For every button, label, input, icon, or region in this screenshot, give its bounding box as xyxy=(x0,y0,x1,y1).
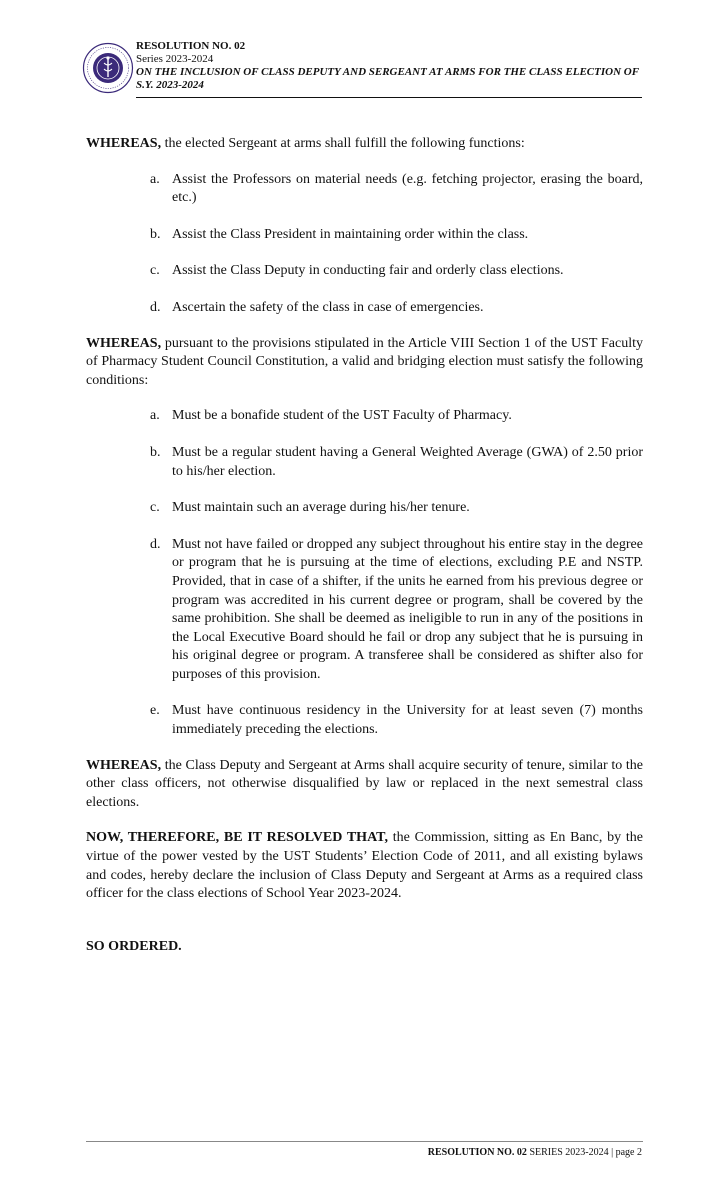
closing-statement: SO ORDERED. xyxy=(86,938,182,954)
list-item xyxy=(86,262,643,281)
resolution-title-line-2: S.Y. 2023-2024 xyxy=(136,79,204,91)
resolved-text: the Commission, sitting as En Banc, by the virtue of the power vested by the UST Students’ Election Code of 2011, and all existing bylaws and codes, hereby declare the inclusion of Class Deputy and Sergeant at Arms as a required class officer for the class elections of School Year 2023-2024. xyxy=(86,830,643,902)
whereas-text: the elected Sergeant at arms shall fulfill the following functions: xyxy=(161,136,525,151)
list-item-text: Assist the Professors on material needs (e.g. fetching projector, erasing the board, etc.) xyxy=(172,171,643,206)
header-divider xyxy=(136,97,642,98)
list-item-text: Assist the Class Deputy in conducting fair and orderly class elections. xyxy=(172,263,564,279)
list-marker: b. xyxy=(150,444,161,460)
resolution-clause xyxy=(86,829,643,903)
whereas-text: pursuant to the provisions stipulated in the Article VIII Section 1 of the UST Faculty of Pharmacy Student Council Constitution, a valid and bridging election must satisfy the following conditions: xyxy=(86,335,643,388)
header-text-block xyxy=(136,40,642,92)
footer-resolution: RESOLUTION NO. 02 xyxy=(427,1147,527,1158)
election-conditions-list xyxy=(86,407,643,739)
list-marker: b. xyxy=(150,226,161,242)
list-marker: a. xyxy=(150,171,160,187)
resolved-lead: NOW, THEREFORE, BE IT RESOLVED THAT, xyxy=(86,830,388,846)
list-item-text: Must have continuous residency in the University for at least seven (7) months immediately preceding the elections. xyxy=(172,703,643,738)
commission-seal-icon xyxy=(82,42,134,94)
whereas-text: the Class Deputy and Sergeant at Arms shall acquire security of tenure, similar to the other class officers, not otherwise disqualified by law or replaced in the next semestral class elections. xyxy=(86,757,643,810)
list-item xyxy=(86,407,643,426)
list-item xyxy=(86,499,643,518)
whereas-paragraph-1 xyxy=(86,135,643,154)
footer-divider xyxy=(86,1141,643,1142)
list-item xyxy=(86,171,643,208)
list-marker: c. xyxy=(150,500,160,516)
resolution-title-line-1: ON THE INCLUSION OF CLASS DEPUTY AND SERGEANT AT ARMS FOR THE CLASS ELECTION OF xyxy=(136,66,640,78)
page-footer xyxy=(428,1147,642,1159)
resolution-series: Series 2023-2024 xyxy=(136,53,214,65)
list-marker: d. xyxy=(150,299,161,315)
list-marker: d. xyxy=(150,536,161,552)
list-item-text: Must be a bonafide student of the UST Faculty of Pharmacy. xyxy=(172,408,512,424)
list-marker: c. xyxy=(150,263,160,279)
whereas-lead: WHEREAS, xyxy=(86,335,162,351)
document-body xyxy=(86,135,643,956)
list-item-text: Assist the Class President in maintaining order within the class. xyxy=(172,226,529,242)
list-item-text: Must not have failed or dropped any subject throughout his entire stay in the degree or program that he is pursuing at the time of elections, excluding P.E and NSTP. Provided, that in case of a shifter, if the units he earned from his previous degree or program was accredited in his current degree or program, shall be covered by the same prohibition. She shall be deemed as ineligible to run in any of the positions in the Local Executive Board should he fail or drop any subject that he is pursuing in his original degree or program. A transferee shall be considered as shifter also for purposes of this provision. xyxy=(172,536,643,682)
footer-series-page: SERIES 2023-2024 | page 2 xyxy=(526,1147,642,1158)
list-marker: e. xyxy=(150,703,160,719)
list-item-text: Must maintain such an average during his/her tenure. xyxy=(172,500,470,516)
list-item xyxy=(86,444,643,481)
list-item-text: Must be a regular student having a General Weighted Average (GWA) of 2.50 prior to his/her election. xyxy=(172,444,643,479)
list-item-text: Ascertain the safety of the class in case of emergencies. xyxy=(172,299,484,315)
whereas-paragraph-3 xyxy=(86,757,643,813)
whereas-paragraph-2 xyxy=(86,335,643,391)
list-item xyxy=(86,299,643,318)
list-item xyxy=(86,226,643,245)
list-item xyxy=(86,702,643,739)
whereas-lead: WHEREAS, xyxy=(86,757,162,773)
list-marker: a. xyxy=(150,408,160,424)
sergeant-functions-list xyxy=(86,171,643,318)
list-item xyxy=(86,536,643,685)
resolution-number: RESOLUTION NO. 02 xyxy=(136,40,246,52)
whereas-lead: WHEREAS, xyxy=(86,136,162,151)
